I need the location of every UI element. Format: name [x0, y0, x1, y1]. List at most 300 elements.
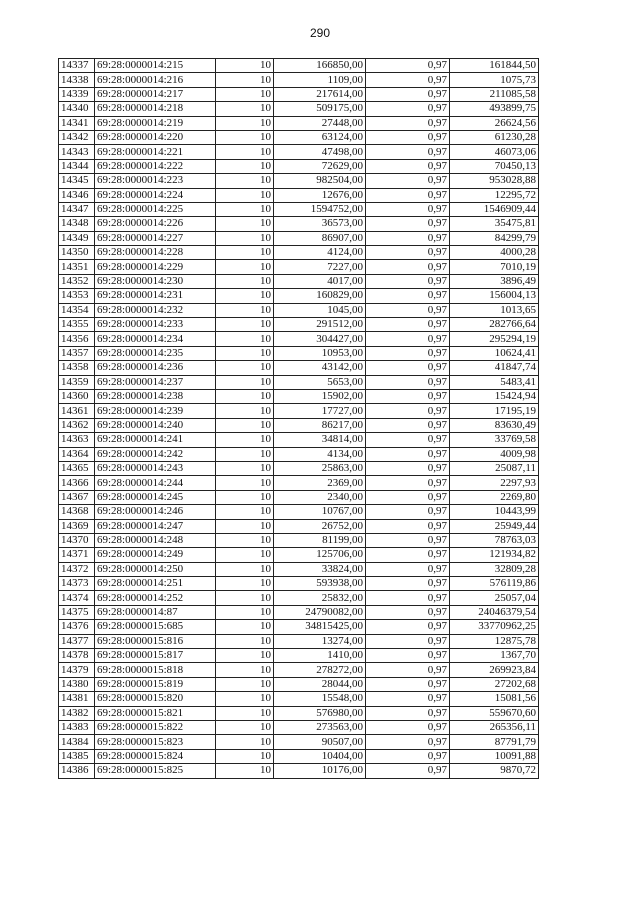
table-row [59, 332, 539, 346]
row-number-cell: 14346 [59, 188, 95, 202]
value-cell: 90507,00 [274, 735, 366, 749]
row-number-cell: 14359 [59, 375, 95, 389]
result-cell: 15081,56 [450, 692, 539, 706]
row-number-cell: 14373 [59, 577, 95, 591]
cadastral-number-cell: 69:28:0000014:228 [95, 246, 216, 260]
rate-cell: 10 [216, 663, 274, 677]
table-row [59, 346, 539, 360]
row-number-cell: 14354 [59, 303, 95, 317]
rate-cell: 10 [216, 749, 274, 763]
coefficient-cell: 0,97 [366, 231, 450, 245]
rate-cell: 10 [216, 649, 274, 663]
value-cell: 36573,00 [274, 217, 366, 231]
result-cell: 32809,28 [450, 562, 539, 576]
value-cell: 5653,00 [274, 375, 366, 389]
data-table [58, 58, 539, 779]
coefficient-cell: 0,97 [366, 418, 450, 432]
table-row [59, 202, 539, 216]
result-cell: 33769,58 [450, 433, 539, 447]
rate-cell: 10 [216, 677, 274, 691]
coefficient-cell: 0,97 [366, 548, 450, 562]
cadastral-number-cell: 69:28:0000015:819 [95, 677, 216, 691]
coefficient-cell: 0,97 [366, 634, 450, 648]
result-cell: 559670,60 [450, 706, 539, 720]
cadastral-number-cell: 69:28:0000014:87 [95, 605, 216, 619]
table-row [59, 130, 539, 144]
table-row [59, 476, 539, 490]
result-cell: 84299,79 [450, 231, 539, 245]
rate-cell: 10 [216, 188, 274, 202]
coefficient-cell: 0,97 [366, 519, 450, 533]
coefficient-cell: 0,97 [366, 303, 450, 317]
result-cell: 61230,28 [450, 130, 539, 144]
cadastral-number-cell: 69:28:0000014:248 [95, 533, 216, 547]
row-number-cell: 14340 [59, 102, 95, 116]
value-cell: 43142,00 [274, 361, 366, 375]
cadastral-number-cell: 69:28:0000014:231 [95, 289, 216, 303]
rate-cell: 10 [216, 332, 274, 346]
value-cell: 1594752,00 [274, 202, 366, 216]
coefficient-cell: 0,97 [366, 447, 450, 461]
table-row [59, 231, 539, 245]
result-cell: 25949,44 [450, 519, 539, 533]
table-row [59, 764, 539, 778]
row-number-cell: 14351 [59, 260, 95, 274]
rate-cell: 10 [216, 490, 274, 504]
row-number-cell: 14358 [59, 361, 95, 375]
row-number-cell: 14386 [59, 764, 95, 778]
coefficient-cell: 0,97 [366, 605, 450, 619]
row-number-cell: 14379 [59, 663, 95, 677]
rate-cell: 10 [216, 130, 274, 144]
rate-cell: 10 [216, 217, 274, 231]
rate-cell: 10 [216, 519, 274, 533]
coefficient-cell: 0,97 [366, 677, 450, 691]
table-row [59, 490, 539, 504]
rate-cell: 10 [216, 533, 274, 547]
result-cell: 121934,82 [450, 548, 539, 562]
cadastral-number-cell: 69:28:0000014:219 [95, 116, 216, 130]
result-cell: 7010,19 [450, 260, 539, 274]
table-row [59, 677, 539, 691]
result-cell: 2269,80 [450, 490, 539, 504]
cadastral-number-cell: 69:28:0000014:252 [95, 591, 216, 605]
coefficient-cell: 0,97 [366, 87, 450, 101]
rate-cell: 10 [216, 562, 274, 576]
cadastral-number-cell: 69:28:0000014:239 [95, 404, 216, 418]
cadastral-number-cell: 69:28:0000015:824 [95, 749, 216, 763]
coefficient-cell: 0,97 [366, 102, 450, 116]
value-cell: 982504,00 [274, 174, 366, 188]
value-cell: 10176,00 [274, 764, 366, 778]
row-number-cell: 14382 [59, 706, 95, 720]
result-cell: 282766,64 [450, 318, 539, 332]
cadastral-number-cell: 69:28:0000014:249 [95, 548, 216, 562]
rate-cell: 10 [216, 59, 274, 73]
coefficient-cell: 0,97 [366, 692, 450, 706]
rate-cell: 10 [216, 231, 274, 245]
coefficient-cell: 0,97 [366, 749, 450, 763]
cadastral-number-cell: 69:28:0000014:243 [95, 461, 216, 475]
cadastral-number-cell: 69:28:0000014:217 [95, 87, 216, 101]
result-cell: 35475,81 [450, 217, 539, 231]
result-cell: 1013,65 [450, 303, 539, 317]
value-cell: 291512,00 [274, 318, 366, 332]
row-number-cell: 14353 [59, 289, 95, 303]
result-cell: 2297,93 [450, 476, 539, 490]
rate-cell: 10 [216, 389, 274, 403]
row-number-cell: 14350 [59, 246, 95, 260]
table-row [59, 73, 539, 87]
rate-cell: 10 [216, 461, 274, 475]
rate-cell: 10 [216, 577, 274, 591]
rate-cell: 10 [216, 764, 274, 778]
value-cell: 34815425,00 [274, 620, 366, 634]
value-cell: 33824,00 [274, 562, 366, 576]
table-row [59, 706, 539, 720]
value-cell: 7227,00 [274, 260, 366, 274]
rate-cell: 10 [216, 720, 274, 734]
value-cell: 4134,00 [274, 447, 366, 461]
coefficient-cell: 0,97 [366, 332, 450, 346]
table-row [59, 447, 539, 461]
rate-cell: 10 [216, 433, 274, 447]
result-cell: 24046379,54 [450, 605, 539, 619]
result-cell: 10091,88 [450, 749, 539, 763]
row-number-cell: 14342 [59, 130, 95, 144]
result-cell: 4000,28 [450, 246, 539, 260]
row-number-cell: 14370 [59, 533, 95, 547]
cadastral-number-cell: 69:28:0000014:226 [95, 217, 216, 231]
coefficient-cell: 0,97 [366, 490, 450, 504]
result-cell: 161844,50 [450, 59, 539, 73]
cadastral-number-cell: 69:28:0000014:230 [95, 274, 216, 288]
value-cell: 576980,00 [274, 706, 366, 720]
table-row [59, 591, 539, 605]
cadastral-number-cell: 69:28:0000015:825 [95, 764, 216, 778]
coefficient-cell: 0,97 [366, 188, 450, 202]
result-cell: 576119,86 [450, 577, 539, 591]
row-number-cell: 14339 [59, 87, 95, 101]
cadastral-number-cell: 69:28:0000015:816 [95, 634, 216, 648]
table-row [59, 533, 539, 547]
result-cell: 12875,78 [450, 634, 539, 648]
value-cell: 4124,00 [274, 246, 366, 260]
table-row [59, 217, 539, 231]
table-row [59, 188, 539, 202]
table-row [59, 634, 539, 648]
result-cell: 9870,72 [450, 764, 539, 778]
coefficient-cell: 0,97 [366, 73, 450, 87]
coefficient-cell: 0,97 [366, 706, 450, 720]
row-number-cell: 14368 [59, 505, 95, 519]
rate-cell: 10 [216, 73, 274, 87]
table-body [59, 59, 539, 779]
table-row [59, 404, 539, 418]
cadastral-number-cell: 69:28:0000014:221 [95, 145, 216, 159]
rate-cell: 10 [216, 375, 274, 389]
row-number-cell: 14355 [59, 318, 95, 332]
coefficient-cell: 0,97 [366, 274, 450, 288]
table-row [59, 389, 539, 403]
coefficient-cell: 0,97 [366, 533, 450, 547]
table-row [59, 159, 539, 173]
result-cell: 25057,04 [450, 591, 539, 605]
row-number-cell: 14372 [59, 562, 95, 576]
row-number-cell: 14367 [59, 490, 95, 504]
cadastral-number-cell: 69:28:0000015:822 [95, 720, 216, 734]
result-cell: 265356,11 [450, 720, 539, 734]
value-cell: 2369,00 [274, 476, 366, 490]
row-number-cell: 14371 [59, 548, 95, 562]
result-cell: 12295,72 [450, 188, 539, 202]
page-number: 290 [309, 26, 331, 40]
rate-cell: 10 [216, 303, 274, 317]
cadastral-number-cell: 69:28:0000014:218 [95, 102, 216, 116]
value-cell: 25863,00 [274, 461, 366, 475]
value-cell: 24790082,00 [274, 605, 366, 619]
row-number-cell: 14344 [59, 159, 95, 173]
row-number-cell: 14385 [59, 749, 95, 763]
coefficient-cell: 0,97 [366, 620, 450, 634]
table-row [59, 562, 539, 576]
table-row [59, 59, 539, 73]
cadastral-number-cell: 69:28:0000014:237 [95, 375, 216, 389]
cadastral-number-cell: 69:28:0000014:220 [95, 130, 216, 144]
cadastral-number-cell: 69:28:0000015:817 [95, 649, 216, 663]
coefficient-cell: 0,97 [366, 202, 450, 216]
cadastral-number-cell: 69:28:0000014:247 [95, 519, 216, 533]
table-row [59, 375, 539, 389]
table-row [59, 735, 539, 749]
result-cell: 3896,49 [450, 274, 539, 288]
cadastral-number-cell: 69:28:0000014:223 [95, 174, 216, 188]
result-cell: 10624,41 [450, 346, 539, 360]
rate-cell: 10 [216, 591, 274, 605]
cadastral-number-cell: 69:28:0000014:222 [95, 159, 216, 173]
rate-cell: 10 [216, 476, 274, 490]
cadastral-number-cell: 69:28:0000014:233 [95, 318, 216, 332]
table-row [59, 361, 539, 375]
row-number-cell: 14374 [59, 591, 95, 605]
row-number-cell: 14366 [59, 476, 95, 490]
cadastral-number-cell: 69:28:0000015:818 [95, 663, 216, 677]
coefficient-cell: 0,97 [366, 577, 450, 591]
row-number-cell: 14343 [59, 145, 95, 159]
rate-cell: 10 [216, 346, 274, 360]
result-cell: 33770962,25 [450, 620, 539, 634]
result-cell: 78763,03 [450, 533, 539, 547]
table-row [59, 174, 539, 188]
result-cell: 1367,70 [450, 649, 539, 663]
coefficient-cell: 0,97 [366, 663, 450, 677]
result-cell: 27202,68 [450, 677, 539, 691]
row-number-cell: 14375 [59, 605, 95, 619]
value-cell: 86907,00 [274, 231, 366, 245]
row-number-cell: 14337 [59, 59, 95, 73]
value-cell: 278272,00 [274, 663, 366, 677]
row-number-cell: 14380 [59, 677, 95, 691]
value-cell: 4017,00 [274, 274, 366, 288]
cadastral-number-cell: 69:28:0000014:244 [95, 476, 216, 490]
row-number-cell: 14345 [59, 174, 95, 188]
coefficient-cell: 0,97 [366, 130, 450, 144]
cadastral-number-cell: 69:28:0000015:820 [95, 692, 216, 706]
value-cell: 166850,00 [274, 59, 366, 73]
value-cell: 1410,00 [274, 649, 366, 663]
row-number-cell: 14381 [59, 692, 95, 706]
row-number-cell: 14378 [59, 649, 95, 663]
row-number-cell: 14341 [59, 116, 95, 130]
table-row [59, 418, 539, 432]
rate-cell: 10 [216, 404, 274, 418]
table-row [59, 577, 539, 591]
value-cell: 273563,00 [274, 720, 366, 734]
cadastral-number-cell: 69:28:0000014:216 [95, 73, 216, 87]
value-cell: 125706,00 [274, 548, 366, 562]
result-cell: 156004,13 [450, 289, 539, 303]
rate-cell: 10 [216, 87, 274, 101]
value-cell: 304427,00 [274, 332, 366, 346]
result-cell: 25087,11 [450, 461, 539, 475]
value-cell: 12676,00 [274, 188, 366, 202]
coefficient-cell: 0,97 [366, 461, 450, 475]
cadastral-number-cell: 69:28:0000014:242 [95, 447, 216, 461]
coefficient-cell: 0,97 [366, 289, 450, 303]
cadastral-number-cell: 69:28:0000015:685 [95, 620, 216, 634]
coefficient-cell: 0,97 [366, 562, 450, 576]
table-row [59, 620, 539, 634]
row-number-cell: 14365 [59, 461, 95, 475]
rate-cell: 10 [216, 605, 274, 619]
value-cell: 10953,00 [274, 346, 366, 360]
result-cell: 70450,13 [450, 159, 539, 173]
table-row [59, 433, 539, 447]
rate-cell: 10 [216, 260, 274, 274]
result-cell: 41847,74 [450, 361, 539, 375]
table-row [59, 749, 539, 763]
table-row [59, 303, 539, 317]
rate-cell: 10 [216, 116, 274, 130]
coefficient-cell: 0,97 [366, 764, 450, 778]
result-cell: 1546909,44 [450, 202, 539, 216]
row-number-cell: 14356 [59, 332, 95, 346]
value-cell: 27448,00 [274, 116, 366, 130]
coefficient-cell: 0,97 [366, 476, 450, 490]
cadastral-number-cell: 69:28:0000014:224 [95, 188, 216, 202]
value-cell: 10404,00 [274, 749, 366, 763]
cadastral-number-cell: 69:28:0000014:235 [95, 346, 216, 360]
row-number-cell: 14357 [59, 346, 95, 360]
coefficient-cell: 0,97 [366, 375, 450, 389]
cadastral-number-cell: 69:28:0000014:229 [95, 260, 216, 274]
result-cell: 5483,41 [450, 375, 539, 389]
table-row [59, 274, 539, 288]
result-cell: 15424,94 [450, 389, 539, 403]
table-row [59, 663, 539, 677]
result-cell: 17195,19 [450, 404, 539, 418]
value-cell: 15902,00 [274, 389, 366, 403]
table-row [59, 649, 539, 663]
row-number-cell: 14360 [59, 389, 95, 403]
table-row [59, 260, 539, 274]
rate-cell: 10 [216, 505, 274, 519]
value-cell: 25832,00 [274, 591, 366, 605]
row-number-cell: 14347 [59, 202, 95, 216]
coefficient-cell: 0,97 [366, 505, 450, 519]
value-cell: 15548,00 [274, 692, 366, 706]
value-cell: 1109,00 [274, 73, 366, 87]
value-cell: 160829,00 [274, 289, 366, 303]
result-cell: 4009,98 [450, 447, 539, 461]
result-cell: 493899,75 [450, 102, 539, 116]
coefficient-cell: 0,97 [366, 59, 450, 73]
value-cell: 1045,00 [274, 303, 366, 317]
result-cell: 295294,19 [450, 332, 539, 346]
row-number-cell: 14338 [59, 73, 95, 87]
cadastral-number-cell: 69:28:0000014:234 [95, 332, 216, 346]
value-cell: 86217,00 [274, 418, 366, 432]
cadastral-number-cell: 69:28:0000014:240 [95, 418, 216, 432]
table-row [59, 87, 539, 101]
value-cell: 593938,00 [274, 577, 366, 591]
result-cell: 269923,84 [450, 663, 539, 677]
cadastral-number-cell: 69:28:0000014:225 [95, 202, 216, 216]
value-cell: 72629,00 [274, 159, 366, 173]
coefficient-cell: 0,97 [366, 720, 450, 734]
row-number-cell: 14352 [59, 274, 95, 288]
result-cell: 87791,79 [450, 735, 539, 749]
table-row [59, 461, 539, 475]
table-row [59, 548, 539, 562]
rate-cell: 10 [216, 361, 274, 375]
value-cell: 47498,00 [274, 145, 366, 159]
coefficient-cell: 0,97 [366, 318, 450, 332]
row-number-cell: 14364 [59, 447, 95, 461]
rate-cell: 10 [216, 735, 274, 749]
rate-cell: 10 [216, 174, 274, 188]
value-cell: 81199,00 [274, 533, 366, 547]
cadastral-number-cell: 69:28:0000014:250 [95, 562, 216, 576]
rate-cell: 10 [216, 418, 274, 432]
row-number-cell: 14363 [59, 433, 95, 447]
rate-cell: 10 [216, 289, 274, 303]
cadastral-number-cell: 69:28:0000014:241 [95, 433, 216, 447]
coefficient-cell: 0,97 [366, 116, 450, 130]
result-cell: 83630,49 [450, 418, 539, 432]
table-row [59, 692, 539, 706]
cadastral-number-cell: 69:28:0000014:236 [95, 361, 216, 375]
cadastral-number-cell: 69:28:0000014:246 [95, 505, 216, 519]
table-row [59, 318, 539, 332]
row-number-cell: 14361 [59, 404, 95, 418]
row-number-cell: 14362 [59, 418, 95, 432]
rate-cell: 10 [216, 159, 274, 173]
coefficient-cell: 0,97 [366, 404, 450, 418]
rate-cell: 10 [216, 102, 274, 116]
cadastral-number-cell: 69:28:0000014:227 [95, 231, 216, 245]
rate-cell: 10 [216, 548, 274, 562]
table-row [59, 720, 539, 734]
coefficient-cell: 0,97 [366, 159, 450, 173]
rate-cell: 10 [216, 202, 274, 216]
table-row [59, 519, 539, 533]
value-cell: 34814,00 [274, 433, 366, 447]
cadastral-number-cell: 69:28:0000015:823 [95, 735, 216, 749]
row-number-cell: 14348 [59, 217, 95, 231]
result-cell: 211085,58 [450, 87, 539, 101]
coefficient-cell: 0,97 [366, 217, 450, 231]
